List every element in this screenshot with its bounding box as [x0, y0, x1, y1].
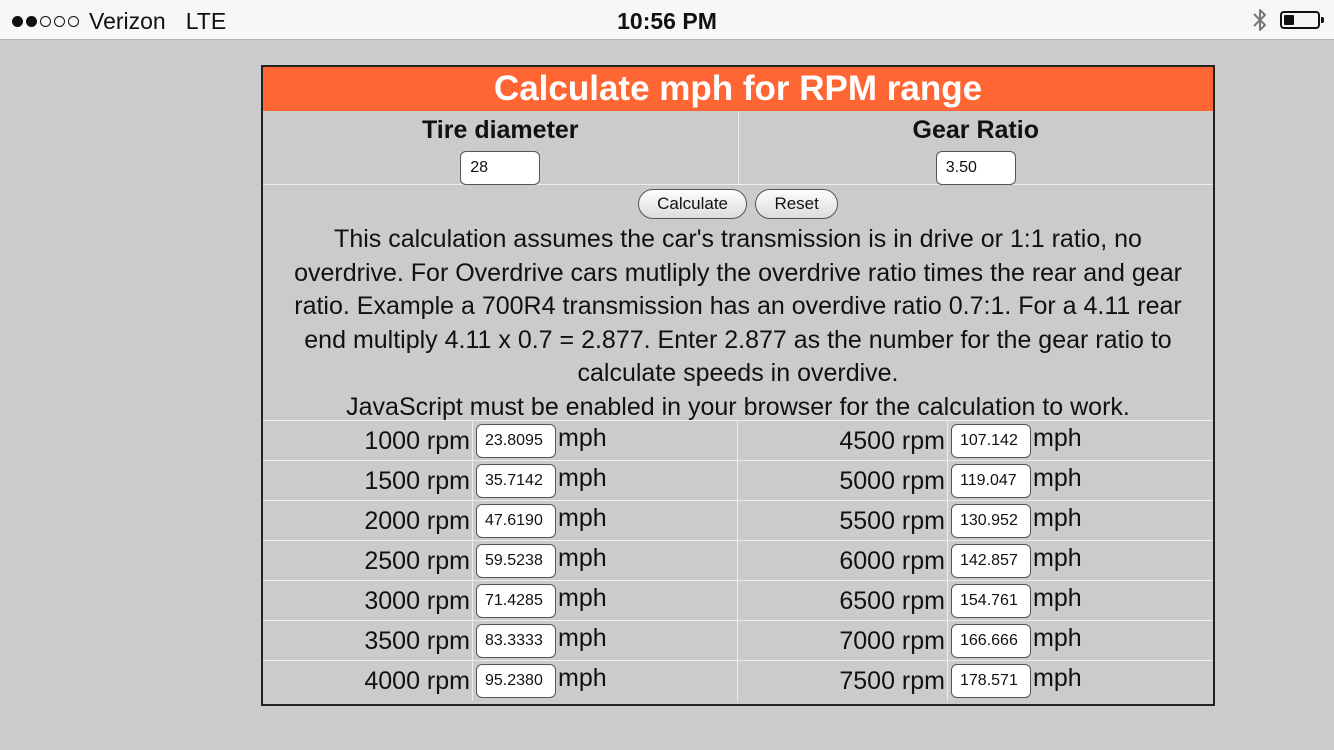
mph-output[interactable]: 178.571 — [951, 664, 1031, 698]
mph-output[interactable]: 23.8095 — [476, 424, 556, 458]
clock: 10:56 PM — [617, 8, 717, 34]
rpm-label: 4000 rpm — [263, 661, 473, 701]
rpm-label: 5500 rpm — [738, 501, 948, 540]
mph-output[interactable]: 95.2380 — [476, 664, 556, 698]
carrier-name: Verizon — [89, 8, 166, 34]
left-result-cell — [263, 421, 737, 460]
mph-output[interactable]: 107.142 — [951, 424, 1031, 458]
status-bar-right — [1252, 7, 1320, 33]
battery-level — [1284, 15, 1294, 25]
table-row — [263, 621, 1213, 661]
left-result-cell — [263, 581, 737, 620]
instructions — [263, 219, 1213, 420]
left-result-cell — [263, 501, 737, 540]
mph-output[interactable]: 35.7142 — [476, 464, 556, 498]
bluetooth-icon — [1252, 7, 1268, 33]
mph-unit-label: mph — [558, 504, 607, 532]
mph-unit-label: mph — [1033, 544, 1082, 572]
rpm-label: 4500 rpm — [738, 421, 948, 460]
reset-button[interactable]: Reset — [755, 189, 837, 219]
mph-output[interactable]: 119.047 — [951, 464, 1031, 498]
mph-unit-label: mph — [1033, 584, 1082, 612]
rpm-label: 2500 rpm — [263, 541, 473, 580]
rpm-label: 1000 rpm — [263, 421, 473, 460]
battery-icon — [1280, 11, 1320, 29]
mph-unit-label: mph — [558, 584, 607, 612]
inputs-row — [263, 111, 1213, 185]
calculator-title: Calculate mph for RPM range — [263, 67, 1213, 111]
mph-unit-label: mph — [558, 544, 607, 572]
mph-output[interactable]: 59.5238 — [476, 544, 556, 578]
gear-ratio-cell — [738, 111, 1214, 184]
button-row — [263, 185, 1213, 219]
table-row — [263, 661, 1213, 701]
left-result-cell — [263, 661, 737, 701]
right-result-cell — [737, 501, 1213, 540]
status-bar — [0, 0, 1334, 40]
mph-unit-label: mph — [1033, 424, 1082, 452]
rpm-label: 5000 rpm — [738, 461, 948, 500]
mph-output[interactable]: 130.952 — [951, 504, 1031, 538]
mph-output[interactable]: 83.3333 — [476, 624, 556, 658]
rpm-label: 2000 rpm — [263, 501, 473, 540]
network-type: LTE — [185, 8, 227, 34]
tire-diameter-cell — [263, 111, 738, 184]
right-result-cell — [737, 421, 1213, 460]
rpm-label: 3500 rpm — [263, 621, 473, 660]
javascript-note: JavaScript must be enabled in your browser for the calculation to work. — [346, 392, 1130, 421]
gear-ratio-input[interactable]: 3.50 — [936, 151, 1016, 185]
calculate-button[interactable]: Calculate — [638, 189, 747, 219]
mph-unit-label: mph — [1033, 664, 1082, 692]
rpm-label: 6000 rpm — [738, 541, 948, 580]
table-row — [263, 581, 1213, 621]
mph-unit-label: mph — [558, 424, 607, 452]
overdrive-note: This calculation assumes the car's transmission is in drive or 1:1 ratio, no overdrive. For Overdrive cars mutliply the overdrive ratio times the rear and gear ratio. Example a 700R4 transmission has an overdive ratio 0.7:1. For a 4.11 rear end multiply 4.11 x 0.7 = 2.877. Enter 2.877 as the number for the gear ratio to calculate speeds in overdive. — [294, 225, 1182, 388]
mph-output[interactable]: 166.666 — [951, 624, 1031, 658]
right-result-cell — [737, 541, 1213, 580]
right-result-cell — [737, 581, 1213, 620]
mph-output[interactable]: 71.4285 — [476, 584, 556, 618]
gear-ratio-label: Gear Ratio — [912, 116, 1039, 144]
rpm-label: 3000 rpm — [263, 581, 473, 620]
mph-output[interactable]: 154.761 — [951, 584, 1031, 618]
right-result-cell — [737, 661, 1213, 701]
left-result-cell — [263, 541, 737, 580]
mph-unit-label: mph — [558, 664, 607, 692]
rpm-label: 7000 rpm — [738, 621, 948, 660]
rpm-label: 7500 rpm — [738, 661, 948, 701]
mph-output[interactable]: 47.6190 — [476, 504, 556, 538]
mph-unit-label: mph — [1033, 504, 1082, 532]
right-result-cell — [737, 621, 1213, 660]
table-row — [263, 541, 1213, 581]
mph-unit-label: mph — [558, 624, 607, 652]
rpm-label: 1500 rpm — [263, 461, 473, 500]
rpm-label: 6500 rpm — [738, 581, 948, 620]
mph-unit-label: mph — [1033, 464, 1082, 492]
mph-unit-label: mph — [558, 464, 607, 492]
mph-output[interactable]: 142.857 — [951, 544, 1031, 578]
left-result-cell — [263, 461, 737, 500]
results-table — [263, 420, 1213, 701]
table-row — [263, 501, 1213, 541]
tire-diameter-input[interactable]: 28 — [460, 151, 540, 185]
rpm-calculator — [261, 65, 1215, 706]
left-result-cell — [263, 621, 737, 660]
mph-unit-label: mph — [1033, 624, 1082, 652]
table-row — [263, 461, 1213, 501]
table-row — [263, 421, 1213, 461]
right-result-cell — [737, 461, 1213, 500]
tire-diameter-label: Tire diameter — [421, 116, 579, 144]
